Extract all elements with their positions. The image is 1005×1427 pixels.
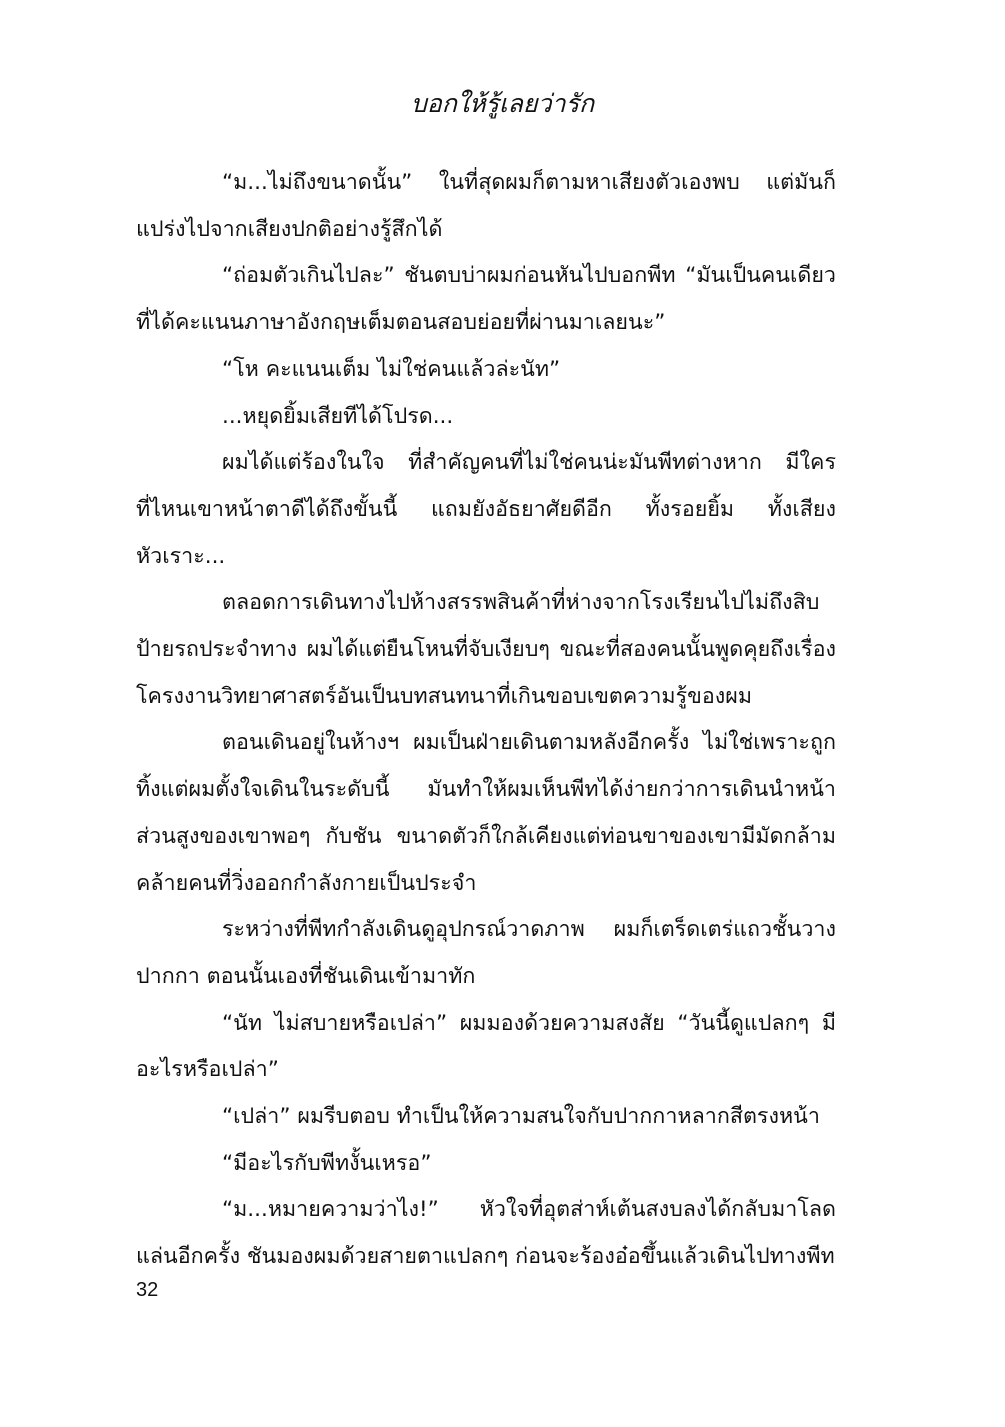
paragraph: ตลอดการเดินทางไปห้างสรรพสินค้าที่ห่างจากโรงเรียนไปไม่ถึงสิบป้ายรถประจำทาง ผมได้แต่ยืนโหนที่จับเงียบๆ ขณะที่สองคนนั้นพูดคุยถึงเรื่องโครงงานวิทยาศาสตร์อันเป็นบทสนทนาที่เกินขอบเขตความรู้ของผม [136,590,836,709]
paragraph: “มีอะไรกับพีทงั้นเหรอ” [222,1150,432,1176]
paragraph: ตอนเดินอยู่ในห้างฯ ผมเป็นฝ่ายเดินตามหลังอีกครั้ง ไม่ใช่เพราะถูกทิ้งแต่ผมตั้งใจเดินในระดับนี้ มันทำให้ผมเห็นพีทได้ง่ายกว่าการเดินนำหน้าส่วนสูงของเขาพอๆ กับชัน ขนาดตัวก็ใกล้เคียงแต่ท่อนขาของเขามีมัดกล้ามคล้ายคนที่วิ่งออกกำลังกายเป็นประจำ [136,730,836,896]
paragraph: ผมได้แต่ร้องในใจ ที่สำคัญคนที่ไม่ใช่คนน่ะมันพีทต่างหาก มีใครที่ไหนเขาหน้าตาดีได้ถึงขั้นนี้ แถมยังอัธยาศัยดีอีก ทั้งรอยยิ้ม ทั้งเสียงหัวเราะ... [136,450,836,569]
page-number: 32 [136,1279,159,1301]
paragraph: ...หยุดยิ้มเสียทีได้โปรด... [222,403,454,429]
paragraph: “เปล่า” ผมรีบตอบ ทำเป็นให้ความสนใจกับปากกาหลากสีตรงหน้า [222,1104,820,1130]
paragraph: “นัท ไม่สบายหรือเปล่า” ผมมองด้วยความสงสัย “วันนี้ดูแปลกๆ มีอะไรหรือเปล่า” [136,1010,836,1083]
paragraph: “ถ่อมตัวเกินไปละ” ชันตบบ่าผมก่อนหันไปบอกพีท “มันเป็นคนเดียวที่ได้คะแนนภาษาอังกฤษเต็มตอนสอบย่อยที่ผ่านมาเลยนะ” [136,263,836,336]
paragraph: “ม...หมายความว่าไง!” หัวใจที่อุตส่าห์เต้นสงบลงได้กลับมาโลดแล่นอีกครั้ง ชันมองผมด้วยสายตาแปลกๆ ก่อนจะร้องอ๋อขึ้นแล้วเดินไปทางพีท [136,1197,836,1270]
paragraph: “ม...ไม่ถึงขนาดนั้น” ในที่สุดผมก็ตามหาเสียงตัวเองพบ แต่มันก็แปร่งไปจากเสียงปกติอย่างรู้สึกได้ [136,170,836,242]
running-header-title: บอกให้รู้เลยว่ารัก [410,89,595,118]
paragraph: “โห คะแนนเต็ม ไม่ใช่คนแล้วล่ะนัท” [222,356,561,382]
paragraph: ระหว่างที่พีทกำลังเดินดูอุปกรณ์วาดภาพ ผมก็เตร็ดเตร่แถวชั้นวางปากกา ตอนนั้นเองที่ชันเดินเข้ามาทัก [136,917,836,989]
body-text [136,160,836,1281]
